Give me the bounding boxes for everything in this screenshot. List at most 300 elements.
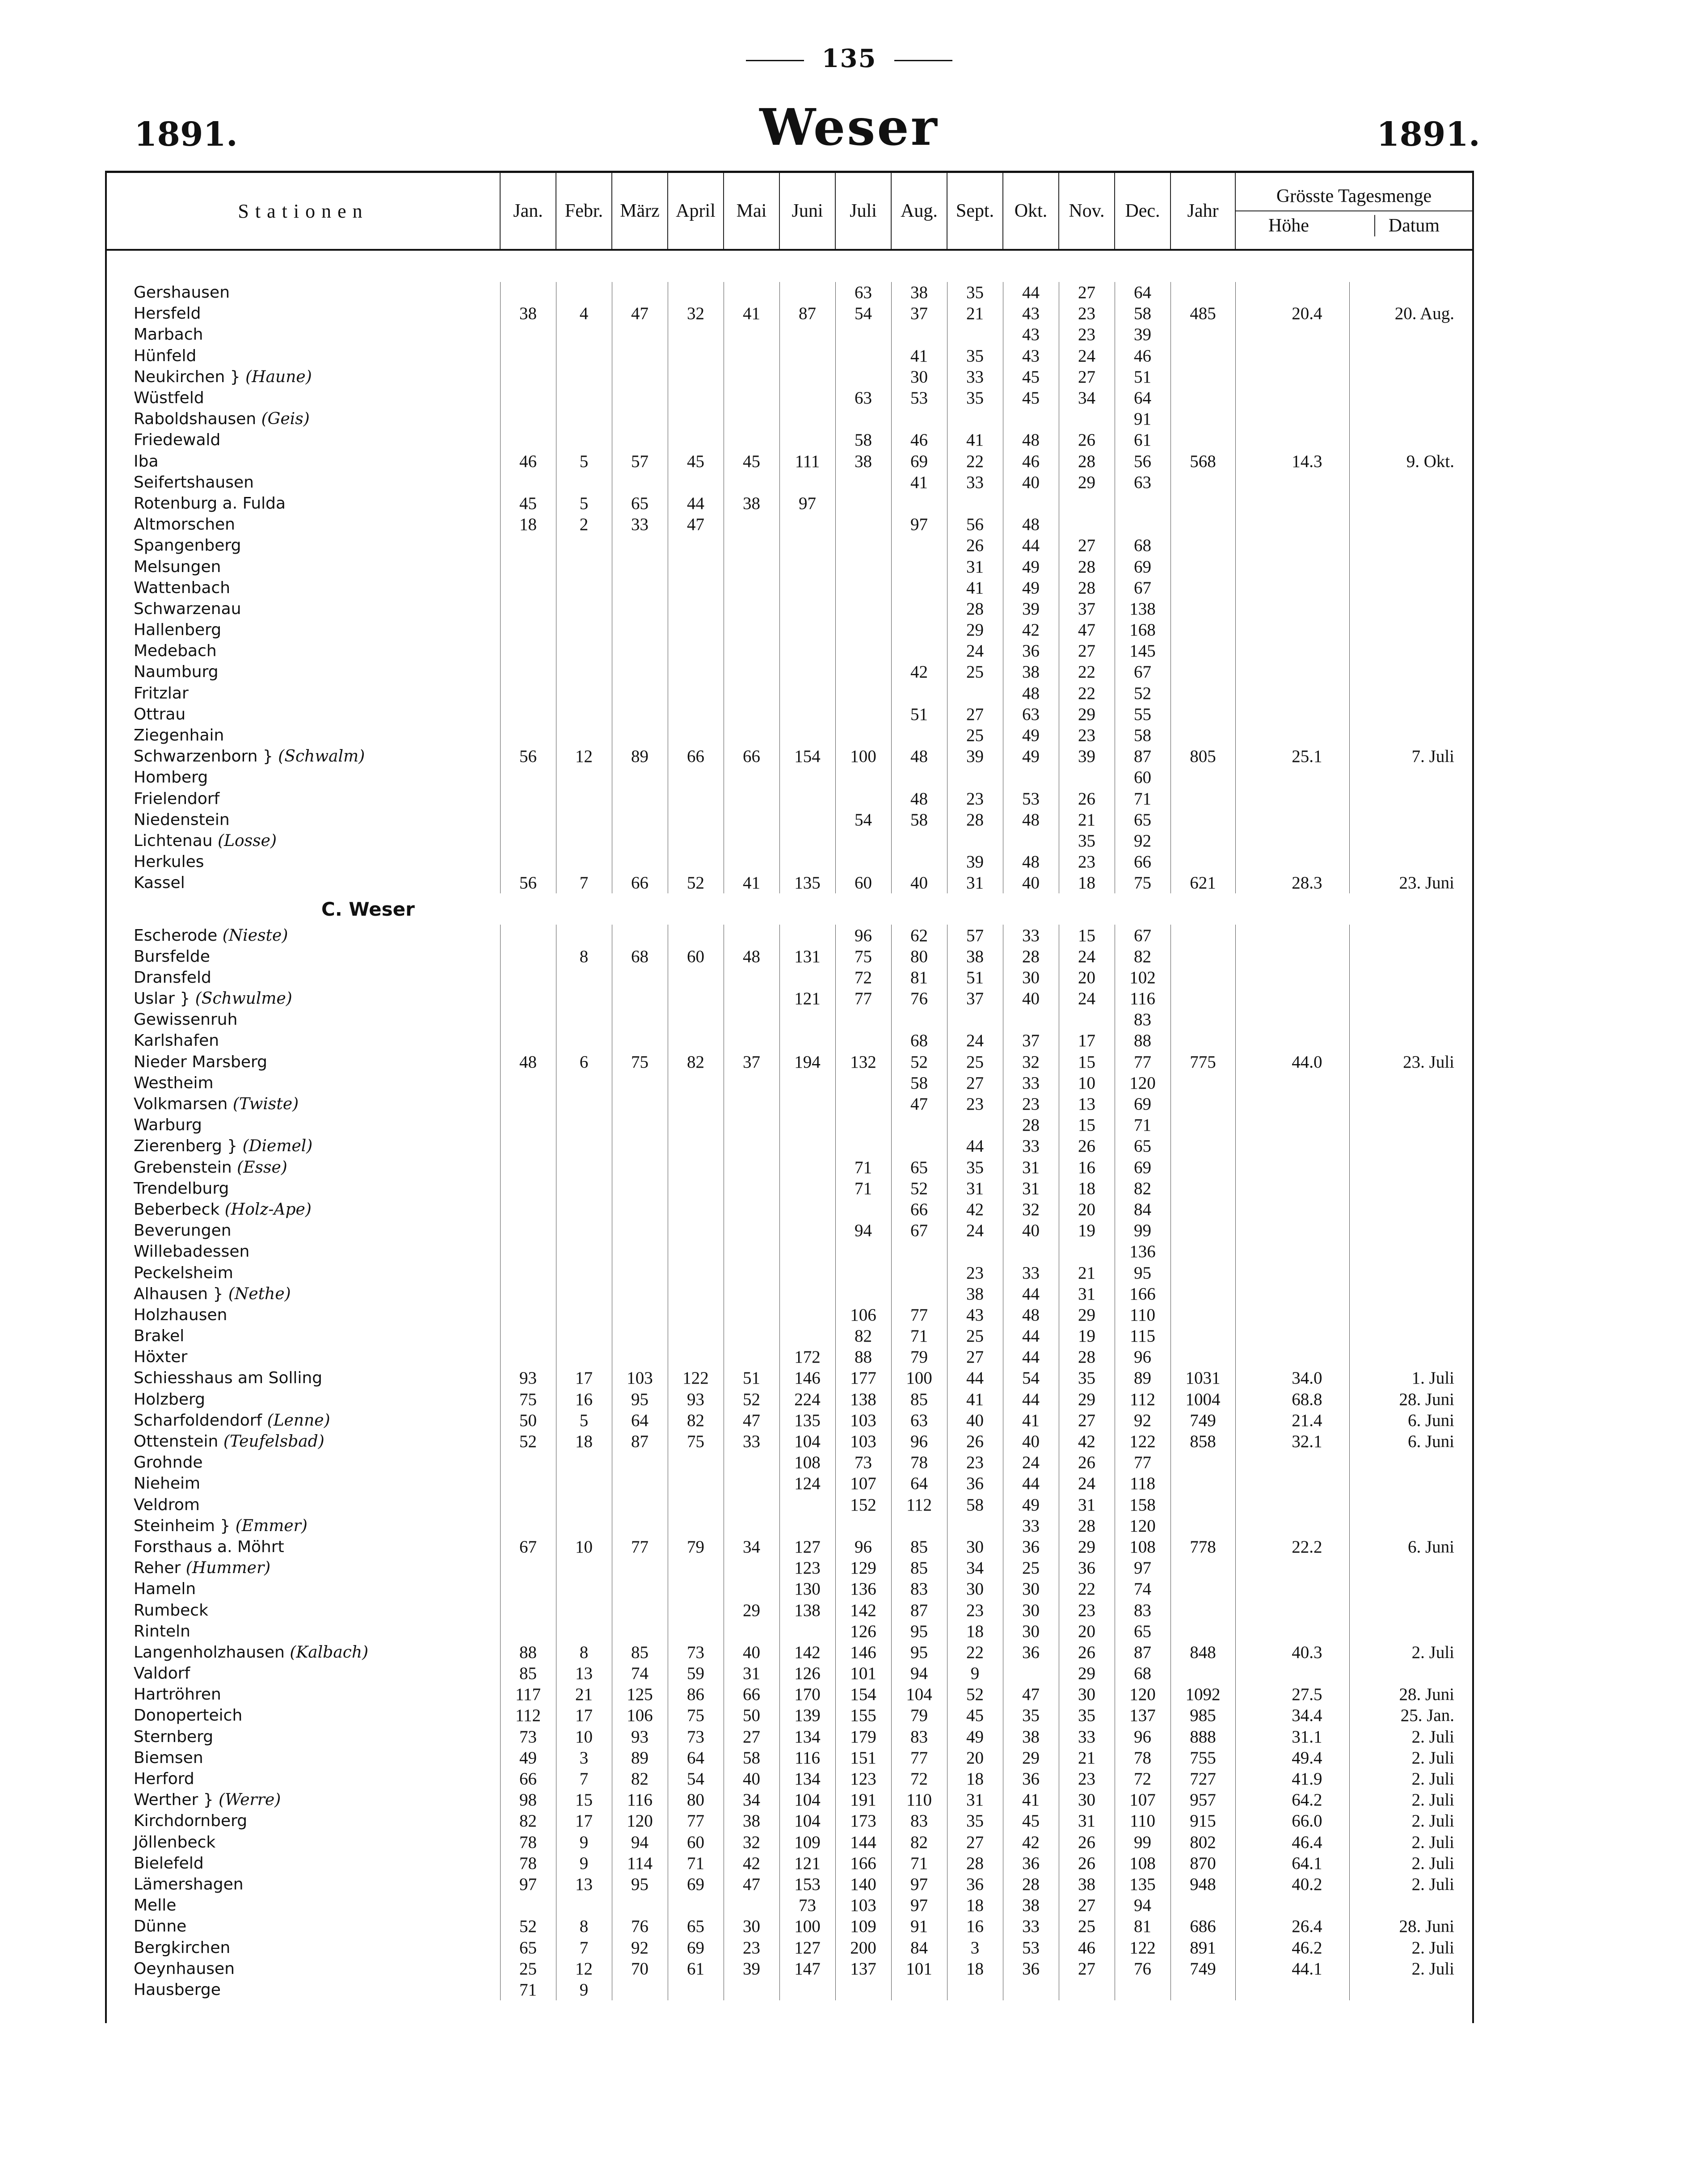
station-name <box>107 1663 500 1684</box>
month-value: 29 <box>1059 704 1115 725</box>
month-value <box>779 282 835 303</box>
table-row <box>107 1326 1472 1347</box>
month-value: 63 <box>1115 472 1170 493</box>
month-value: 32 <box>1003 1052 1059 1073</box>
month-value: 77 <box>1115 1452 1170 1473</box>
station-name <box>107 556 500 577</box>
month-value: 25 <box>947 725 1003 746</box>
month-value <box>1115 1979 1170 2000</box>
month-value <box>556 556 612 577</box>
month-value: 120 <box>1115 1684 1170 1705</box>
month-value <box>668 1305 724 1326</box>
month-value: 69 <box>1115 1094 1170 1115</box>
month-value: 97 <box>500 1874 556 1895</box>
month-value: 67 <box>1115 925 1170 946</box>
month-value: 30 <box>1003 1621 1059 1642</box>
month-value: 41 <box>891 472 947 493</box>
month-value <box>612 1283 668 1305</box>
month-value <box>556 1262 612 1283</box>
station-name <box>107 1157 500 1178</box>
station-label: Höxter <box>134 1348 188 1367</box>
station-label: Hünfeld <box>134 346 197 365</box>
month-value <box>891 598 947 619</box>
max-height <box>1235 967 1349 988</box>
month-value: 59 <box>668 1663 724 1684</box>
month-value: 52 <box>891 1052 947 1073</box>
month-value <box>1003 767 1059 788</box>
month-value <box>556 704 612 725</box>
station-label: Hameln <box>134 1580 196 1599</box>
month-value <box>724 1326 779 1347</box>
month-value: 68 <box>1115 535 1170 556</box>
month-value: 68 <box>891 1030 947 1051</box>
month-value: 65 <box>668 1916 724 1937</box>
month-value: 77 <box>612 1536 668 1557</box>
month-value: 29 <box>1059 1663 1115 1684</box>
month-value <box>556 598 612 619</box>
month-value <box>724 1241 779 1262</box>
month-value: 116 <box>612 1789 668 1810</box>
month-value: 42 <box>891 661 947 682</box>
station-name <box>107 1115 500 1136</box>
month-value <box>612 1557 668 1578</box>
month-value <box>500 345 556 366</box>
month-value <box>835 598 891 619</box>
station-name <box>107 514 500 535</box>
station-label: Schwarzenborn <box>134 747 258 766</box>
month-value: 144 <box>835 1832 891 1853</box>
table-row <box>107 946 1472 967</box>
month-value: 68 <box>612 946 668 967</box>
month-value: 48 <box>891 788 947 809</box>
month-value: 73 <box>668 1642 724 1663</box>
month-value: 85 <box>500 1663 556 1684</box>
month-value <box>500 767 556 788</box>
month-value <box>779 704 835 725</box>
month-value <box>779 514 835 535</box>
river-label: (Twiste) <box>232 1095 299 1114</box>
month-value: 29 <box>1059 472 1115 493</box>
station-name: Werther } (Werre) <box>134 1791 281 1809</box>
month-value <box>556 1136 612 1157</box>
max-height <box>1235 767 1349 788</box>
year-total: 870 <box>1170 1853 1235 1874</box>
table-row <box>107 1515 1472 1536</box>
month-value: 65 <box>612 493 668 514</box>
month-value <box>835 1283 891 1305</box>
month-value <box>835 851 891 872</box>
month-value: 69 <box>668 1937 724 1958</box>
month-value: 22 <box>1059 683 1115 704</box>
month-value: 49 <box>1003 1494 1059 1515</box>
month-header: Juni <box>779 173 835 250</box>
max-height <box>1235 1157 1349 1178</box>
max-date <box>1349 1557 1472 1578</box>
table-row <box>107 1494 1472 1515</box>
month-value: 151 <box>835 1747 891 1768</box>
hoehe-header: Höhe <box>1268 215 1309 236</box>
month-value: 66 <box>724 746 779 767</box>
month-value: 85 <box>891 1389 947 1410</box>
month-value: 36 <box>1003 1768 1059 1789</box>
month-value: 17 <box>1059 1030 1115 1051</box>
month-value <box>500 946 556 967</box>
station-name <box>107 387 500 408</box>
max-date: 2. Juli <box>1349 1642 1472 1663</box>
month-value: 40 <box>1003 1220 1059 1241</box>
month-value: 47 <box>668 514 724 535</box>
month-value: 41 <box>947 1389 1003 1410</box>
month-value <box>612 809 668 830</box>
month-value: 80 <box>891 946 947 967</box>
station-name <box>107 1494 500 1515</box>
month-value: 23 <box>947 788 1003 809</box>
month-value: 5 <box>556 1410 612 1431</box>
month-value: 154 <box>779 746 835 767</box>
year-total: 1004 <box>1170 1389 1235 1410</box>
month-value: 64 <box>1115 282 1170 303</box>
table-row <box>107 1684 1472 1705</box>
table-row <box>107 387 1472 408</box>
table-row <box>107 1536 1472 1557</box>
max-height: 34.4 <box>1235 1705 1349 1726</box>
month-value: 82 <box>668 1410 724 1431</box>
month-value <box>556 472 612 493</box>
month-value: 140 <box>835 1874 891 1895</box>
max-date <box>1349 967 1472 988</box>
month-value: 33 <box>724 1431 779 1452</box>
month-value: 37 <box>1003 1030 1059 1051</box>
month-value: 38 <box>891 282 947 303</box>
month-value: 46 <box>1059 1937 1115 1958</box>
month-value: 15 <box>1059 1115 1115 1136</box>
table-row <box>107 788 1472 809</box>
month-value: 33 <box>1003 1916 1059 1937</box>
month-value: 52 <box>500 1431 556 1452</box>
month-value <box>891 767 947 788</box>
station-label: Westheim <box>134 1073 214 1092</box>
month-value: 49 <box>1003 725 1059 746</box>
max-height <box>1235 1557 1349 1578</box>
max-height <box>1235 925 1349 946</box>
month-value: 74 <box>1115 1578 1170 1599</box>
month-value: 33 <box>947 472 1003 493</box>
month-value <box>500 1241 556 1262</box>
river-group-label: (Emmer) <box>235 1516 307 1535</box>
month-value <box>835 1199 891 1220</box>
table-row <box>107 1768 1472 1789</box>
month-value: 30 <box>1003 1599 1059 1620</box>
month-value: 17 <box>556 1705 612 1726</box>
month-value: 108 <box>1115 1853 1170 1874</box>
month-value: 27 <box>1059 282 1115 303</box>
year-total <box>1170 1979 1235 2000</box>
max-date: 23. Juni <box>1349 872 1472 893</box>
month-value <box>724 1452 779 1473</box>
month-value <box>668 1452 724 1473</box>
table-row <box>107 925 1472 946</box>
month-value <box>612 472 668 493</box>
year-total <box>1170 1283 1235 1305</box>
month-value <box>668 925 724 946</box>
month-value <box>779 1621 835 1642</box>
max-date <box>1349 556 1472 577</box>
precipitation-table-frame <box>105 171 1474 2023</box>
month-value: 54 <box>1003 1368 1059 1389</box>
month-value: 34 <box>1059 387 1115 408</box>
month-value <box>779 661 835 682</box>
max-date: 2. Juli <box>1349 1789 1472 1810</box>
month-value: 25 <box>947 1326 1003 1347</box>
max-date: 2. Juli <box>1349 1958 1472 1979</box>
month-value: 35 <box>947 387 1003 408</box>
month-value: 145 <box>1115 640 1170 661</box>
year-total <box>1170 1557 1235 1578</box>
station-name <box>107 1578 500 1599</box>
month-value <box>556 788 612 809</box>
month-value: 26 <box>1059 1832 1115 1853</box>
month-value: 49 <box>1003 556 1059 577</box>
table-row <box>107 1916 1472 1937</box>
month-value <box>835 493 891 514</box>
year-total: 778 <box>1170 1536 1235 1557</box>
station-name <box>107 725 500 746</box>
month-value: 101 <box>835 1663 891 1684</box>
month-value <box>724 1157 779 1178</box>
month-value <box>500 788 556 809</box>
month-value: 5 <box>556 451 612 472</box>
month-value <box>556 1326 612 1347</box>
month-value: 48 <box>1003 429 1059 450</box>
year-total: 755 <box>1170 1747 1235 1768</box>
month-value <box>556 1283 612 1305</box>
station-name <box>107 788 500 809</box>
max-date <box>1349 1283 1472 1305</box>
month-value <box>779 1515 835 1536</box>
year-total <box>1170 556 1235 577</box>
month-value: 60 <box>668 1832 724 1853</box>
month-value: 34 <box>947 1557 1003 1578</box>
max-date <box>1349 683 1472 704</box>
month-value: 39 <box>947 851 1003 872</box>
month-value: 66 <box>668 746 724 767</box>
month-value: 172 <box>779 1347 835 1368</box>
station-label: Gewissenruh <box>134 1010 238 1029</box>
month-value: 58 <box>724 1747 779 1768</box>
max-date: 1. Juli <box>1349 1368 1472 1389</box>
month-value <box>835 514 891 535</box>
year-total <box>1170 1220 1235 1241</box>
month-value <box>724 324 779 345</box>
station-label: Seifertshausen <box>134 473 254 492</box>
month-value <box>668 535 724 556</box>
station-label: Hersfeld <box>134 304 201 323</box>
year-total: 957 <box>1170 1789 1235 1810</box>
table-body-weser <box>107 925 1472 2000</box>
month-value: 19 <box>1059 1326 1115 1347</box>
river-group-label: (Diemel) <box>242 1137 313 1156</box>
max-height <box>1235 1199 1349 1220</box>
month-value <box>779 1157 835 1178</box>
station-name <box>107 451 500 472</box>
month-value <box>500 1452 556 1473</box>
month-value: 95 <box>612 1874 668 1895</box>
month-value: 47 <box>1059 619 1115 640</box>
month-header: Dec. <box>1115 173 1170 250</box>
month-value: 73 <box>500 1726 556 1747</box>
max-date: 20. Aug. <box>1349 303 1472 324</box>
year-total <box>1170 598 1235 619</box>
month-value: 29 <box>724 1599 779 1620</box>
month-value <box>891 1115 947 1136</box>
month-value: 74 <box>612 1663 668 1684</box>
month-value <box>500 1262 556 1283</box>
month-value <box>724 925 779 946</box>
station-label: Scharfoldendorf <box>134 1411 262 1430</box>
month-value <box>612 640 668 661</box>
year-total <box>1170 1494 1235 1515</box>
table-row <box>107 1473 1472 1494</box>
table-row <box>107 872 1472 893</box>
month-value <box>556 324 612 345</box>
month-value: 23 <box>1059 303 1115 324</box>
station-name <box>107 830 500 851</box>
month-value: 40 <box>724 1768 779 1789</box>
month-value: 89 <box>612 1747 668 1768</box>
year-total <box>1170 1578 1235 1599</box>
river-group-label: (Schwulme) <box>195 989 292 1008</box>
month-value <box>724 640 779 661</box>
table-row <box>107 535 1472 556</box>
max-date: 6. Juni <box>1349 1536 1472 1557</box>
month-value <box>500 830 556 851</box>
month-value <box>724 1578 779 1599</box>
table-row <box>107 704 1472 725</box>
month-value <box>835 577 891 598</box>
month-value: 63 <box>835 282 891 303</box>
month-value <box>1059 408 1115 429</box>
month-value <box>724 1073 779 1094</box>
month-value <box>947 1009 1003 1030</box>
month-value: 77 <box>891 1747 947 1768</box>
month-value: 40 <box>947 1410 1003 1431</box>
month-value <box>668 1515 724 1536</box>
month-value <box>668 1241 724 1262</box>
month-value: 38 <box>947 946 1003 967</box>
table-row <box>107 514 1472 535</box>
month-value: 38 <box>500 303 556 324</box>
month-value <box>1003 1979 1059 2000</box>
year-total <box>1170 1030 1235 1051</box>
month-value: 122 <box>1115 1431 1170 1452</box>
month-value: 79 <box>891 1347 947 1368</box>
month-value <box>779 1326 835 1347</box>
month-value: 31 <box>947 1789 1003 1810</box>
month-value: 3 <box>947 1937 1003 1958</box>
year-total <box>1170 967 1235 988</box>
month-value <box>724 1895 779 1916</box>
month-value <box>668 851 724 872</box>
max-date <box>1349 1578 1472 1599</box>
max-height <box>1235 1283 1349 1305</box>
month-value <box>835 472 891 493</box>
max-height <box>1235 1262 1349 1283</box>
table-row <box>107 1136 1472 1157</box>
station-name <box>107 1684 500 1705</box>
max-date <box>1349 988 1472 1009</box>
station-label: Hartröhren <box>134 1685 221 1704</box>
month-value: 39 <box>724 1958 779 1979</box>
month-value <box>612 683 668 704</box>
station-label: Lämershagen <box>134 1875 244 1894</box>
station-name <box>107 1052 500 1073</box>
month-value: 102 <box>1115 967 1170 988</box>
max-date <box>1349 472 1472 493</box>
table-row <box>107 1726 1472 1747</box>
month-value: 25 <box>500 1958 556 1979</box>
month-value <box>1115 514 1170 535</box>
month-value <box>556 1009 612 1030</box>
month-value <box>891 851 947 872</box>
table-row <box>107 1578 1472 1599</box>
month-value <box>612 429 668 450</box>
max-height <box>1235 1578 1349 1599</box>
month-value <box>500 577 556 598</box>
max-height <box>1235 988 1349 1009</box>
month-value: 87 <box>891 1599 947 1620</box>
month-value: 44 <box>1003 1389 1059 1410</box>
month-value <box>500 429 556 450</box>
month-value <box>724 704 779 725</box>
year-total <box>1170 1178 1235 1199</box>
month-value: 87 <box>1115 1642 1170 1663</box>
month-value: 65 <box>1115 1621 1170 1642</box>
month-value <box>1003 408 1059 429</box>
month-value: 92 <box>612 1937 668 1958</box>
month-value: 80 <box>668 1789 724 1810</box>
river-label: (Lenne) <box>267 1411 330 1430</box>
month-value: 16 <box>947 1916 1003 1937</box>
month-value <box>668 345 724 366</box>
month-value: 96 <box>1115 1726 1170 1747</box>
month-value: 42 <box>1059 1431 1115 1452</box>
month-value <box>947 324 1003 345</box>
month-value: 75 <box>1115 872 1170 893</box>
month-header: Sept. <box>947 173 1003 250</box>
month-value: 24 <box>947 1030 1003 1051</box>
month-value: 56 <box>500 872 556 893</box>
month-value <box>724 661 779 682</box>
month-value <box>1003 1241 1059 1262</box>
month-value <box>668 1009 724 1030</box>
month-value: 103 <box>835 1410 891 1431</box>
month-value <box>668 1136 724 1157</box>
month-value <box>556 1157 612 1178</box>
max-date <box>1349 619 1472 640</box>
month-value <box>1059 1241 1115 1262</box>
month-value <box>668 1473 724 1494</box>
month-value: 15 <box>1059 925 1115 946</box>
month-value <box>835 535 891 556</box>
month-value: 71 <box>1115 788 1170 809</box>
month-value: 30 <box>947 1536 1003 1557</box>
month-value: 52 <box>1115 683 1170 704</box>
max-height <box>1235 535 1349 556</box>
month-value: 166 <box>1115 1283 1170 1305</box>
max-height <box>1235 1895 1349 1916</box>
month-value <box>891 619 947 640</box>
month-value: 89 <box>612 746 668 767</box>
